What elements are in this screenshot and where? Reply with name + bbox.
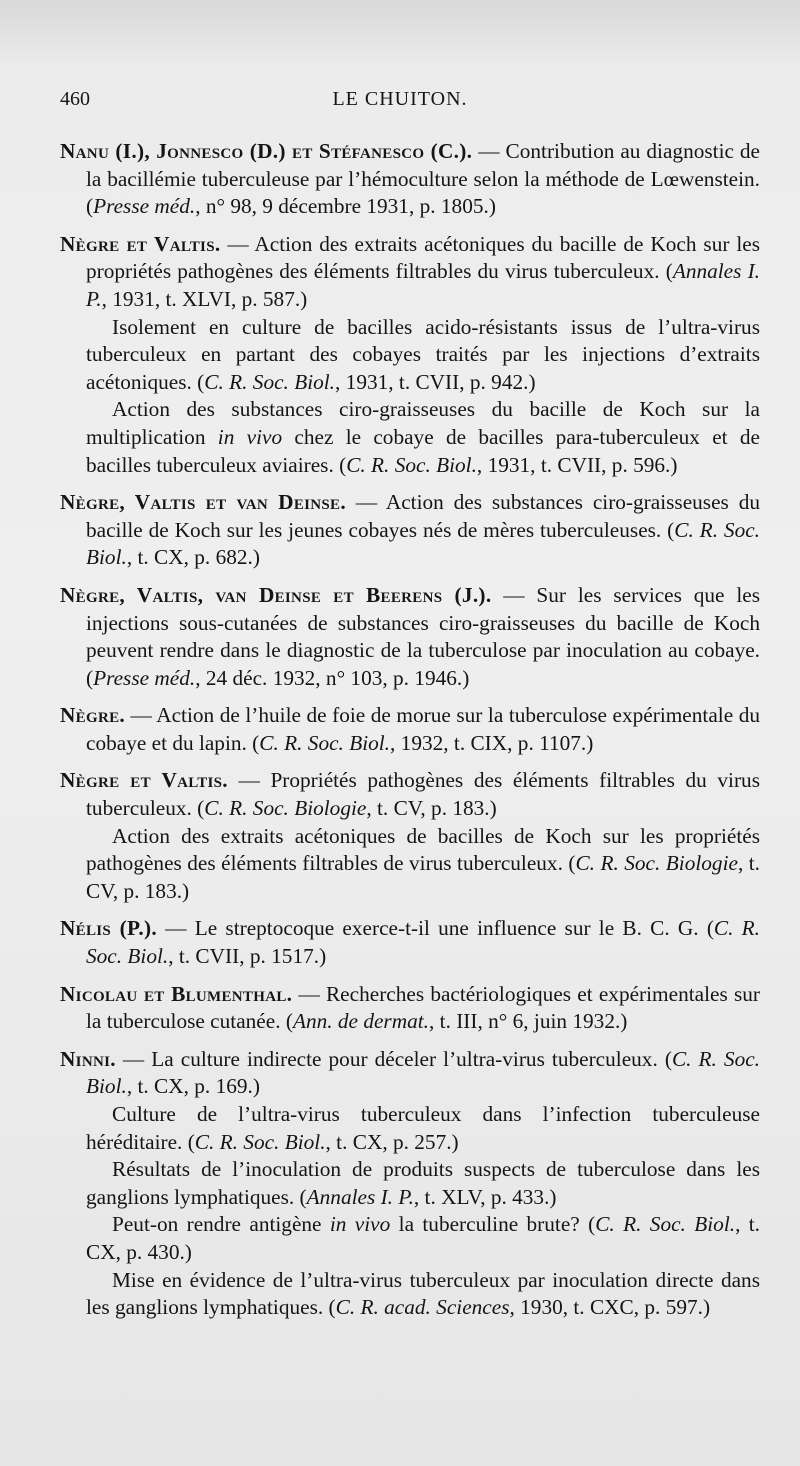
entry-authors: Nègre et Valtis. — [60, 231, 221, 256]
journal-title: Annales I. P. — [86, 259, 760, 311]
bibliography-subentry — [60, 314, 760, 397]
entry-reference: , t. XLV, p. 433.) — [413, 1184, 557, 1209]
entry-authors: Nélis (P.). — [60, 916, 157, 941]
entry-text: — Action de l’huile de foie de morue sur la tuberculose expérimentale du cobaye et du lapin. ( — [86, 703, 760, 755]
bibliography-entry — [60, 582, 760, 692]
journal-title: C. R. Soc. Biologie — [575, 851, 738, 876]
bibliography-entry — [60, 981, 760, 1036]
entry-authors: Ninni. — [60, 1046, 116, 1071]
journal-title: C. R. Soc. Biol. — [86, 1046, 760, 1099]
journal-title: C. R. Soc. Biologie — [204, 796, 367, 821]
entry-reference: , 1932, t. CIX, p. 1107.) — [390, 730, 594, 755]
bibliography-subentry — [60, 1267, 760, 1322]
entry-text: Mise en évidence de l’ultra-virus tuberculeux par inoculation directe dans les ganglions lymphatiques. ( — [86, 1267, 760, 1320]
entry-reference: , t. CV, p. 183.) — [366, 796, 497, 821]
entry-authors: Nègre et Valtis. — [60, 768, 228, 793]
bibliography-subentry — [60, 823, 760, 906]
entry-text: Peut-on rendre antigène — [112, 1212, 330, 1237]
entry-text: — Sur les services que les injections sous-cutanées de substances ciro-graisseuses du bacille de Koch peuvent rendre dans le diagnostic de la tuberculose par inoculation au cobaye. ( — [86, 582, 760, 690]
entry-authors: Nègre, Valtis et van Deinse. — [60, 490, 346, 515]
journal-title: C. R. acad. Sciences — [335, 1295, 510, 1320]
entry-authors: Nicolau et Blumenthal. — [60, 981, 293, 1006]
entry-reference: , 1931, t. XLVI, p. 587.) — [101, 286, 308, 311]
bibliography-entry — [60, 231, 760, 314]
entry-reference: , t. CVII, p. 1517.) — [168, 944, 327, 969]
entry-reference: , n° 98, 9 décembre 1931, p. 1805.) — [195, 194, 496, 219]
entry-authors: Nègre. — [60, 703, 126, 728]
entry-text: — Le streptocoque exerce-t-il une influence sur le B. C. G. ( — [156, 916, 714, 941]
bibliography-entry — [60, 1046, 760, 1101]
entry-text: Résultats de l’inoculation de produits suspects de tuberculose dans les ganglions lymphatiques. ( — [86, 1157, 760, 1209]
journal-title: Ann. de dermat. — [292, 1009, 429, 1034]
entry-reference: , 24 déc. 1932, n° 103, p. 1946.) — [195, 665, 470, 690]
page-number: 460 — [60, 88, 90, 110]
entry-reference: , t. III, n° 6, juin 1932.) — [429, 1009, 628, 1034]
bibliography-subentry — [60, 1156, 760, 1211]
entry-italic: in vivo — [329, 1212, 391, 1237]
running-title: LE CHUITON. — [332, 88, 468, 110]
bibliography-entry — [60, 915, 760, 970]
bibliography-subentry — [60, 1101, 760, 1156]
entry-reference: , 1930, t. CXC, p. 597.) — [509, 1295, 711, 1320]
entry-reference: , t. CX, p. 430.) — [86, 1212, 761, 1264]
entry-reference: , t. CX, p. 169.) — [126, 1074, 260, 1099]
page-header — [60, 88, 740, 118]
bibliography-subentry — [60, 1211, 760, 1266]
entry-italic: in vivo — [217, 424, 283, 449]
bibliography-subentry — [60, 396, 760, 479]
entry-text: — Action des substances ciro-graisseuses du bacille de Koch sur les jeunes cobayes nés de mères tuberculeuses. ( — [86, 490, 760, 542]
entry-text: Action des substances ciro-graisseuses du bacille de Koch sur la multiplication — [86, 397, 760, 449]
entry-reference: , t. CV, p. 183.) — [86, 851, 760, 903]
entry-authors: Nanu (I.), Jonnesco (D.) et Stéfanesco (C.). — [60, 139, 473, 163]
entry-reference: , t. CX, p. 682.) — [126, 545, 260, 570]
journal-title: C. R. Soc. Biol. — [86, 916, 760, 969]
entry-reference: , t. CX, p. 257.) — [325, 1129, 459, 1154]
journal-title: C. R. Soc. Biol. — [204, 369, 336, 394]
journal-title: C. R. Soc. Biol. — [259, 730, 391, 755]
entry-text: — Propriétés pathogènes des éléments filtrables du virus tuberculeux. ( — [86, 768, 760, 821]
journal-title: Presse méd. — [93, 665, 196, 690]
journal-title: C. R. Soc. Biol. — [346, 452, 477, 477]
entry-text: Action des extraits acétoniques de bacilles de Koch sur les propriétés pathogènes des éléments filtrables de virus tuberculeux. ( — [86, 823, 760, 876]
journal-title: C. R. Soc. Biol. — [595, 1212, 736, 1237]
entry-text: — La culture indirecte pour déceler l’ultra-virus tuberculeux. ( — [115, 1046, 672, 1071]
journal-title: Presse méd. — [93, 194, 196, 219]
journal-title: C. R. Soc. Biol. — [86, 517, 760, 570]
bibliography-entry — [60, 138, 760, 221]
entry-text: la tuberculine brute? ( — [390, 1212, 596, 1237]
entry-text: — Recherches bactériologiques et expérimentales sur la tuberculose cutanée. ( — [86, 981, 760, 1034]
entry-text: — Action des extraits acétoniques du bacille de Koch sur les propriétés pathogènes des éléments filtrables du virus tuberculeux. ( — [86, 231, 760, 284]
entry-authors: Nègre, Valtis, van Deinse et Beerens (J.). — [60, 582, 492, 607]
entry-text: — Contribution au diagnostic de la bacillémie tuberculeuse par l’hémoculture selon la méthode de Lœwenstein. ( — [86, 139, 761, 219]
entry-reference: , 1931, t. CVII, p. 942.) — [335, 369, 536, 394]
entry-text: Culture de l’ultra-virus tuberculeux dans l’infection tuberculeuse héréditaire. ( — [86, 1102, 760, 1154]
bibliography-entry — [60, 489, 760, 572]
bibliography-entry — [60, 702, 760, 757]
bibliography-entry — [60, 767, 760, 822]
journal-title: C. R. Soc. Biol. — [194, 1129, 326, 1154]
entry-reference: , 1931, t. CVII, p. 596.) — [476, 452, 678, 477]
journal-title: Annales I. P. — [306, 1184, 414, 1209]
bibliography-list — [60, 138, 760, 1332]
entry-text: chez le cobaye de bacilles para-tuberculeux et de bacilles tuberculeux aviaires. ( — [86, 424, 760, 477]
entry-text: Isolement en culture de bacilles acido-résistants issus de l’ultra-virus tuberculeux en partant des cobayes traités par les injections d’extraits acétoniques. ( — [86, 314, 760, 394]
